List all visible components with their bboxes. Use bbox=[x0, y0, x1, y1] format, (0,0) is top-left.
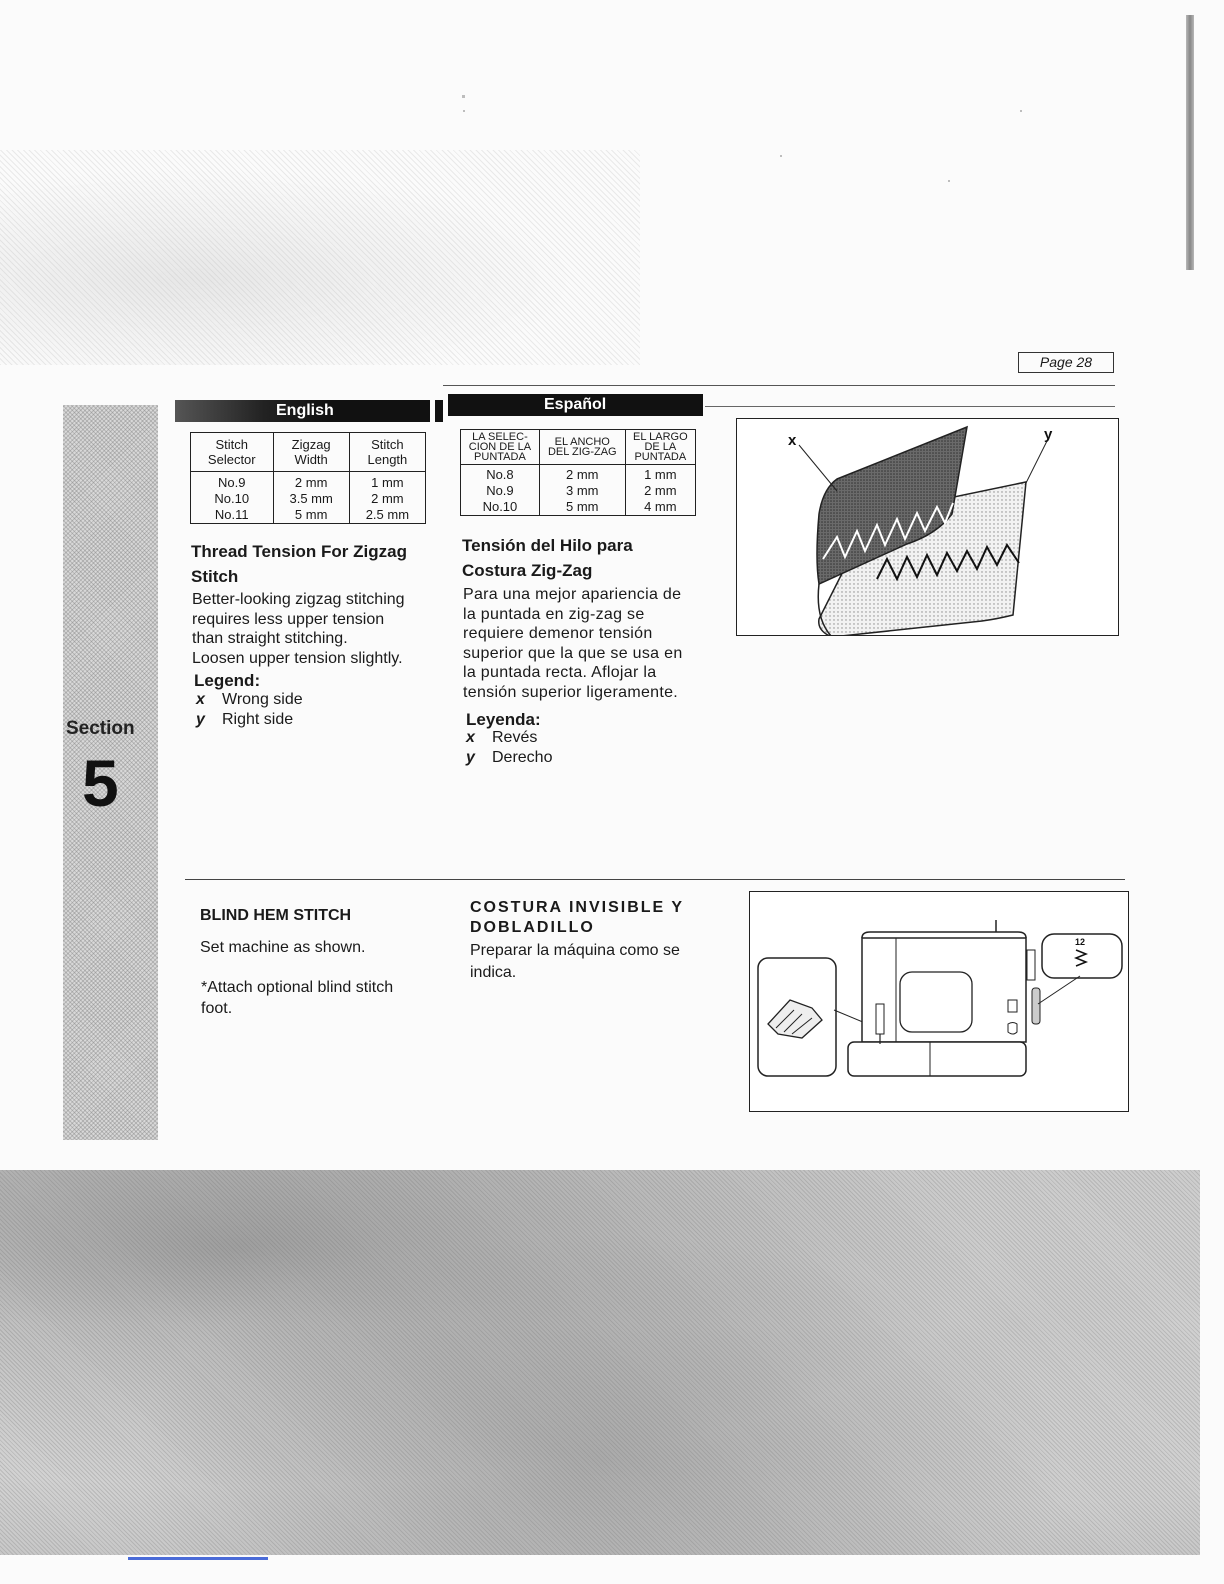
length-cell: 2.5 mm bbox=[365, 507, 410, 522]
selector-cell: No.10 bbox=[214, 491, 250, 506]
english-heading: Thread Tension For Zigzag Stitch bbox=[191, 542, 407, 586]
legend-key: y bbox=[196, 711, 205, 728]
costura-body: Preparar la máquina como se indica. bbox=[470, 942, 680, 981]
english-header bbox=[175, 400, 430, 422]
blind-hem-note: *Attach optional blind stitch foot. bbox=[201, 979, 394, 1017]
page-number: Page 28 bbox=[1018, 352, 1114, 373]
espanol-header bbox=[448, 394, 703, 416]
speck bbox=[780, 155, 782, 157]
column-header: EL ANCHO DEL ZIG-ZAG bbox=[539, 430, 625, 465]
width-cell: 3.5 mm bbox=[289, 491, 333, 506]
sewing-machine-figure bbox=[749, 891, 1129, 1112]
length-cell: 1 mm bbox=[644, 467, 677, 482]
width-cell: 5 mm bbox=[294, 507, 328, 522]
scan-edge-bottom bbox=[128, 1557, 268, 1560]
fabric-illustration bbox=[737, 419, 1118, 635]
espanol-legend-title: Leyenda: bbox=[466, 710, 541, 729]
section-number: 5 bbox=[82, 746, 119, 820]
header-separator bbox=[435, 400, 443, 422]
table-row bbox=[461, 465, 696, 516]
length-cell: 2 mm bbox=[644, 483, 677, 498]
english-header-label: English bbox=[276, 402, 334, 419]
selector-cell: No.11 bbox=[214, 507, 249, 522]
divider bbox=[705, 406, 1115, 407]
width-cell: 5 mm bbox=[566, 499, 599, 514]
column-header: EL LARGO DE LA PUNTADA bbox=[625, 430, 695, 465]
speck bbox=[462, 95, 465, 98]
legend-label: Revés bbox=[492, 729, 538, 746]
legend-key: y bbox=[466, 749, 475, 766]
divider bbox=[185, 879, 1125, 880]
label-y: y bbox=[1044, 426, 1053, 443]
blind-hem-body: Set machine as shown. bbox=[200, 939, 366, 956]
column-header: Zigzag Width bbox=[273, 433, 349, 472]
width-cell: 2 mm bbox=[294, 475, 328, 490]
espanol-heading: Tensión del Hilo para Costura Zig-Zag bbox=[462, 536, 633, 580]
english-legend-title: Legend: bbox=[194, 671, 261, 690]
espanol-body: Para una mejor apariencia de la puntada en zig-zag se requiere demenor tensión superior que la que se usa en la puntada recta. Aflojar la tensión superior ligeramente. bbox=[463, 586, 683, 701]
width-cell: 3 mm bbox=[566, 483, 599, 498]
speck bbox=[463, 110, 465, 112]
speck bbox=[948, 180, 950, 182]
english-body: Better-looking zigzag stitching requires less upper tension than straight stitching. Loosen upper tension slightly. bbox=[192, 591, 405, 667]
table-row bbox=[191, 472, 426, 524]
legend-item bbox=[196, 691, 303, 709]
blind-hem-heading: BLIND HEM STITCH bbox=[200, 907, 352, 924]
length-cell: 4 mm bbox=[644, 499, 677, 514]
espanol-stitch-table bbox=[460, 429, 696, 516]
legend-label: Wrong side bbox=[222, 691, 303, 708]
column-header: Stitch Selector bbox=[191, 433, 274, 472]
length-cell: 2 mm bbox=[371, 491, 404, 506]
espanol-header-label: Español bbox=[544, 396, 607, 413]
scan-noise-bottom bbox=[0, 1170, 1200, 1555]
selector-cell: No.9 bbox=[218, 475, 246, 490]
costura-heading: COSTURA INVISIBLE Y DOBLADILLO bbox=[470, 899, 685, 936]
legend-key: x bbox=[196, 691, 205, 708]
selector-cell: No.10 bbox=[482, 499, 518, 514]
legend-label: Derecho bbox=[492, 749, 553, 766]
legend-key: x bbox=[466, 729, 475, 746]
column-header: Stitch Length bbox=[349, 433, 425, 472]
legend-item bbox=[466, 729, 537, 747]
zigzag-fabric-figure bbox=[736, 418, 1119, 636]
machine-illustration bbox=[750, 892, 1128, 1111]
speck bbox=[1020, 110, 1022, 112]
label-x: x bbox=[788, 432, 797, 449]
scan-edge-right bbox=[1186, 15, 1194, 270]
dial-number: 12 bbox=[1075, 937, 1086, 947]
legend-label: Right side bbox=[222, 711, 294, 728]
section-label: Section bbox=[66, 718, 135, 739]
divider bbox=[443, 385, 1115, 386]
column-header: LA SELEC- CION DE LA PUNTADA bbox=[461, 430, 540, 465]
width-cell: 2 mm bbox=[566, 467, 599, 482]
legend-item bbox=[196, 711, 293, 729]
english-stitch-table bbox=[190, 432, 426, 524]
selector-cell: No.8 bbox=[486, 467, 514, 482]
length-cell: 1 mm bbox=[371, 475, 404, 490]
legend-item bbox=[466, 749, 552, 767]
selector-cell: No.9 bbox=[486, 483, 514, 498]
scan-noise-top bbox=[0, 150, 640, 365]
